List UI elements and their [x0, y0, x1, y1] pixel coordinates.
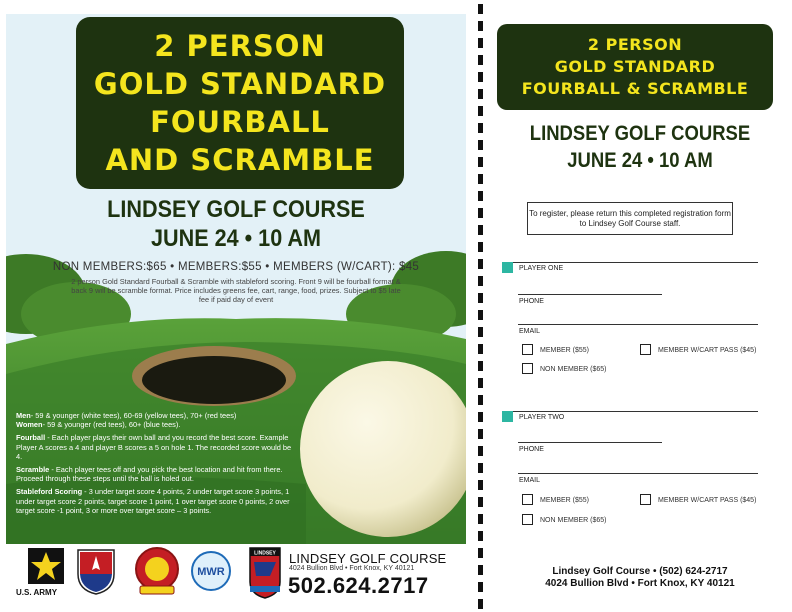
form-venue-heading	[508, 120, 772, 174]
player-one-nonmember-checkbox[interactable]	[522, 363, 533, 374]
player-two-section	[502, 411, 758, 531]
player-one-phone-label: PHONE	[519, 298, 544, 305]
fourball-rule	[16, 433, 294, 461]
event-description: 2 person Gold Standard Fourball & Scramble with stableford scoring. Front 9 will be fourball format & back 9 will be scramble format. Price includes greens fee, cart, range, food, prizes. Subject to $5 late fee if paid day of event	[71, 277, 401, 304]
player-one-name-line[interactable]	[502, 262, 758, 276]
form-venue-name: LINDSEY GOLF COURSE	[529, 122, 751, 145]
player-two-member-option: MEMBER ($55)	[540, 497, 590, 504]
player-one-email-line[interactable]	[518, 324, 758, 325]
footer-venue-name: LINDSEY GOLF COURSE	[289, 551, 447, 566]
event-title-banner	[76, 17, 404, 189]
form-footer	[490, 566, 790, 590]
player-one-email-label: EMAIL	[519, 328, 541, 335]
footer-address: 4024 Bullion Blvd • Fort Knox, KY 40121	[289, 565, 415, 572]
player-two-nonmember-option: NON MEMBER ($65)	[540, 517, 607, 524]
title-line-1: 2 PERSON	[154, 29, 326, 63]
form-footer-address: 4024 Bullion Blvd • Fort Knox, KY 40121	[545, 578, 735, 589]
player-marker-icon	[502, 262, 513, 273]
rules-section	[16, 411, 294, 519]
scramble-text: - Each player tees off and you pick the best location and hit from there. Proceed through these steps until the ball is holed out.	[16, 465, 283, 484]
title-line-4: AND SCRAMBLE	[105, 143, 375, 177]
fourball-label: Fourball	[16, 433, 46, 443]
stableford-rule	[16, 487, 294, 515]
stableford-text: - 3 under target score 4 points, 2 under target score 3 points, 1 under target score 2 points, target score 1 point, 1 over target score 0 points, 2 over target score -1 point, 3 or more over target score – 3 points.	[16, 487, 290, 515]
regimental-crest-icon	[134, 546, 180, 596]
player-two-member-checkbox[interactable]	[522, 494, 533, 505]
player-one-label: PLAYER ONE	[519, 265, 564, 272]
women-label: Women	[16, 420, 43, 430]
mwr-logo-icon	[188, 550, 234, 592]
player-one-section	[502, 262, 758, 382]
registration-instructions: To register, please return this completed registration form to Lindsey Golf Course staff.	[527, 202, 733, 235]
women-text: - 59 & younger (red tees), 60+ (blue tees).	[42, 420, 181, 430]
footer-phone: 502.624.2717	[288, 573, 429, 598]
army-star-icon	[28, 548, 64, 584]
player-one-cart-option: MEMBER W/CART PASS ($45)	[658, 347, 757, 354]
shield-insignia-icon	[76, 548, 116, 596]
mwr-label: MWR	[197, 566, 225, 578]
player-one-member-checkbox[interactable]	[522, 344, 533, 355]
cut-line-divider	[478, 4, 483, 610]
form-title-line-3: FOURBALL & SCRAMBLE	[521, 79, 749, 98]
title-line-2: GOLD STANDARD	[93, 67, 387, 101]
scramble-label: Scramble	[16, 465, 50, 475]
venue-name: LINDSEY GOLF COURSE	[107, 196, 365, 223]
men-label: Men	[16, 411, 31, 420]
player-one-cart-checkbox[interactable]	[640, 344, 651, 355]
tee-rules	[16, 411, 294, 429]
pricing-line: NON MEMBERS:$65 • MEMBERS:$55 • MEMBERS (W/CART): $45	[52, 261, 420, 273]
player-two-phone-line[interactable]	[518, 442, 662, 443]
flyer-panel	[6, 14, 466, 544]
form-title-line-2: GOLD STANDARD	[554, 57, 716, 76]
player-one-nonmember-option: NON MEMBER ($65)	[540, 366, 607, 373]
player-marker-icon	[502, 411, 513, 422]
sponsor-logos	[6, 544, 466, 604]
lindsey-badge-label: LINDSEY	[254, 550, 276, 557]
player-two-cart-checkbox[interactable]	[640, 494, 651, 505]
player-one-member-option: MEMBER ($55)	[540, 347, 590, 354]
player-two-label: PLAYER TWO	[519, 414, 565, 421]
player-one-phone-line[interactable]	[518, 294, 662, 295]
event-date-time: JUNE 24 • 10 AM	[150, 225, 322, 252]
scramble-rule	[16, 465, 294, 483]
player-two-email-line[interactable]	[518, 473, 758, 474]
stableford-label: Stableford Scoring	[16, 487, 83, 497]
player-two-nonmember-checkbox[interactable]	[522, 514, 533, 525]
form-title-line-1: 2 PERSON	[587, 35, 683, 54]
lindsey-golf-badge-icon	[248, 546, 282, 600]
form-date-time: JUNE 24 • 10 AM	[567, 149, 713, 172]
fourball-text: - Each player plays their own ball and you record the best score. Example Player A scores a 4 and player B scores a 5 on hole 1. The recorded score would be 4.	[16, 433, 292, 461]
men-text: - 59 & younger (white tees), 60-69 (yellow tees), 70+ (red tees)	[30, 411, 237, 420]
title-line-3: FOURBALL	[150, 105, 330, 139]
player-two-phone-label: PHONE	[519, 446, 544, 453]
army-label: U.S. ARMY	[16, 588, 58, 597]
player-two-email-label: EMAIL	[519, 477, 541, 484]
player-two-name-line[interactable]	[502, 411, 758, 425]
venue-heading	[29, 195, 443, 253]
form-title-banner	[497, 24, 773, 110]
player-two-cart-option: MEMBER W/CART PASS ($45)	[658, 497, 757, 504]
form-footer-contact: Lindsey Golf Course • (502) 624-2717	[552, 566, 728, 577]
